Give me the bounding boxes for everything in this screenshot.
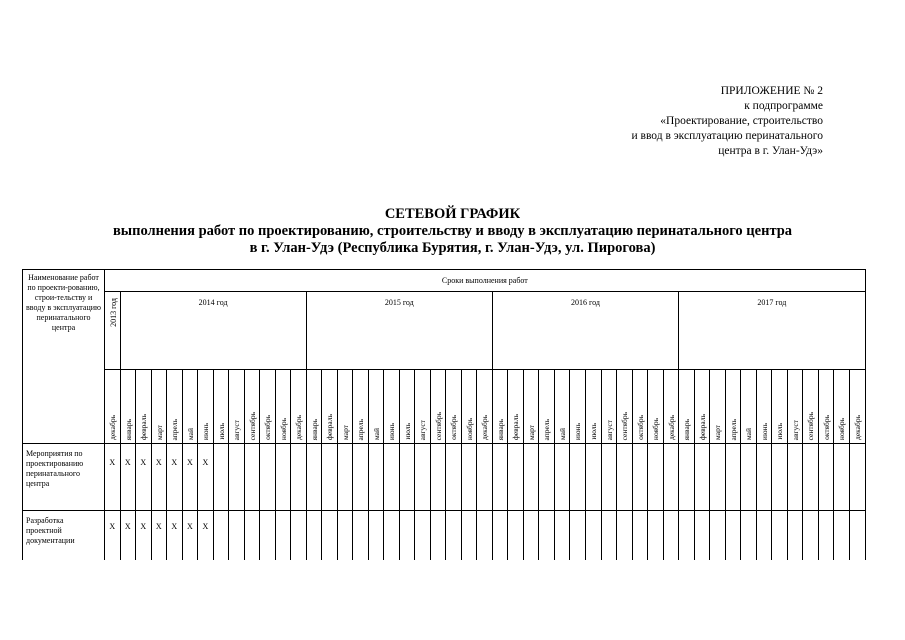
schedule-cell: X [198, 511, 214, 565]
month-header [523, 370, 539, 444]
schedule-cell [446, 511, 462, 565]
schedule-cell [741, 511, 757, 565]
month-label: декабрь [294, 415, 304, 440]
schedule-cell [741, 444, 757, 511]
year-header: 2015 год [306, 292, 492, 370]
schedule-cell [260, 511, 276, 565]
month-header [461, 370, 477, 444]
schedule-cell [306, 511, 322, 565]
schedule-cell [244, 511, 260, 565]
appendix-block [523, 84, 823, 159]
schedule-cell [213, 511, 229, 565]
title-line: в г. Улан-Удэ (Республика Бурятия, г. Улан-Удэ, ул. Пирогова) [249, 240, 656, 256]
month-header [120, 370, 136, 444]
month-label: сентябрь [806, 411, 816, 440]
schedule-cell [710, 444, 726, 511]
schedule-cell [384, 511, 400, 565]
month-header [585, 370, 601, 444]
schedule-cell [787, 511, 803, 565]
month-label: декабрь [480, 415, 490, 440]
schedule-cell [554, 444, 570, 511]
month-label: июнь [201, 422, 211, 440]
schedule-cell [477, 444, 493, 511]
schedule-cell [415, 511, 431, 565]
schedule-cell [756, 511, 772, 565]
month-label: август [232, 419, 242, 440]
schedule-cell [322, 444, 338, 511]
schedule-cell [260, 444, 276, 511]
schedule-cell [585, 511, 601, 565]
month-header [213, 370, 229, 444]
appendix-line: центра в г. Улан-Удэ» [718, 145, 823, 157]
month-label: сентябрь [433, 411, 443, 440]
month-label: февраль [511, 413, 521, 440]
month-label: август [418, 419, 428, 440]
month-header [322, 370, 338, 444]
schedule-cell [229, 511, 245, 565]
schedule-cell: X [167, 511, 183, 565]
month-header [167, 370, 183, 444]
month-header [834, 370, 850, 444]
month-label: февраль [325, 413, 335, 440]
month-header [105, 370, 121, 444]
schedule-cell [368, 511, 384, 565]
schedule-cell [430, 444, 446, 511]
schedule-cell [508, 511, 524, 565]
schedule-cell [694, 511, 710, 565]
schedule-cell: X [105, 511, 121, 565]
schedule-cell [663, 444, 679, 511]
month-header [275, 370, 291, 444]
month-header [741, 370, 757, 444]
schedule-cell [617, 511, 633, 565]
month-header [710, 370, 726, 444]
schedule-cell [803, 444, 819, 511]
task-name: Разработка проектной документации [23, 511, 105, 565]
month-label: июль [402, 423, 412, 440]
month-label: октябрь [263, 415, 273, 440]
schedule-cell [523, 511, 539, 565]
month-header [756, 370, 772, 444]
month-label: июнь [387, 422, 397, 440]
schedule-cell [849, 511, 865, 565]
schedule-cell [539, 511, 555, 565]
schedule-cell [213, 444, 229, 511]
schedule-cell [539, 444, 555, 511]
schedule-cell [849, 444, 865, 511]
schedule-cell [275, 444, 291, 511]
month-label: январь [682, 418, 692, 440]
year-2013-header [105, 292, 121, 370]
schedule-cell [772, 511, 788, 565]
month-label: ноябрь [651, 417, 661, 440]
schedule-cell [710, 511, 726, 565]
name-column-header: Наименование работ по проекти-рованию, строи-тельству и вводу в эксплуатацию перинатального центра [23, 270, 105, 444]
month-label: октябрь [821, 415, 831, 440]
month-label: август [790, 419, 800, 440]
month-header [368, 370, 384, 444]
month-label: апрель [728, 418, 738, 440]
schedule-cell [648, 511, 664, 565]
month-header [415, 370, 431, 444]
schedule-cell [648, 444, 664, 511]
month-label: январь [495, 418, 505, 440]
schedule-cell: X [120, 444, 136, 511]
month-label: апрель [542, 418, 552, 440]
month-header [787, 370, 803, 444]
schedule-cell [818, 444, 834, 511]
month-label: февраль [139, 413, 149, 440]
month-header [229, 370, 245, 444]
schedule-cell [322, 511, 338, 565]
schedule-cell [368, 444, 384, 511]
year-label: 2013 год [109, 298, 118, 327]
month-label: май [744, 427, 754, 440]
month-label: сентябрь [620, 411, 630, 440]
month-label: декабрь [666, 415, 676, 440]
month-label: май [557, 427, 567, 440]
terms-header: Сроки выполнения работ [105, 270, 866, 292]
month-header [803, 370, 819, 444]
month-label: июнь [573, 422, 583, 440]
schedule-cell [446, 444, 462, 511]
month-label: октябрь [449, 415, 459, 440]
month-label: октябрь [635, 415, 645, 440]
month-header [384, 370, 400, 444]
appendix-line: к подпрограмме [744, 100, 823, 112]
schedule-cell: X [182, 444, 198, 511]
month-header [492, 370, 508, 444]
year-header: 2016 год [492, 292, 678, 370]
table-row [23, 444, 866, 511]
month-label: сентябрь [247, 411, 257, 440]
month-label: март [713, 425, 723, 440]
month-header [648, 370, 664, 444]
schedule-cell [570, 444, 586, 511]
schedule-cell [306, 444, 322, 511]
month-label: июль [775, 423, 785, 440]
schedule-cell [663, 511, 679, 565]
schedule-cell [725, 444, 741, 511]
month-label: ноябрь [464, 417, 474, 440]
schedule-cell [492, 444, 508, 511]
schedule-cell [694, 444, 710, 511]
month-header [399, 370, 415, 444]
schedule-table [22, 269, 866, 598]
month-header [291, 370, 307, 444]
month-header [601, 370, 617, 444]
schedule-cell [617, 444, 633, 511]
month-label: август [604, 419, 614, 440]
table-row [23, 511, 866, 565]
appendix-line: и ввод в эксплуатацию перинатального [631, 130, 823, 142]
month-label: февраль [697, 413, 707, 440]
month-header [849, 370, 865, 444]
schedule-cell [632, 444, 648, 511]
schedule-cell: X [136, 444, 152, 511]
schedule-cell: X [136, 511, 152, 565]
title-line: выполнения работ по проектированию, строительству и вводу в эксплуатацию перинатального центра [112, 223, 793, 239]
schedule-cell [523, 444, 539, 511]
schedule-cell: X [182, 511, 198, 565]
schedule-cell [337, 511, 353, 565]
month-label: январь [123, 418, 133, 440]
schedule-cell: X [167, 444, 183, 511]
month-header [306, 370, 322, 444]
title-heading: СЕТЕВОЙ ГРАФИК [384, 206, 521, 222]
month-header [430, 370, 446, 444]
month-label: март [526, 425, 536, 440]
schedule-cell [275, 511, 291, 565]
month-label: июнь [759, 422, 769, 440]
appendix-line: ПРИЛОЖЕНИЕ № 2 [720, 85, 823, 97]
month-header [151, 370, 167, 444]
month-header [136, 370, 152, 444]
schedule-cell [632, 511, 648, 565]
schedule-cell [570, 511, 586, 565]
month-label: декабрь [852, 415, 862, 440]
schedule-cell [679, 511, 695, 565]
task-name: Мероприятия по проектированию перинатального центра [23, 444, 105, 511]
schedule-cell [415, 444, 431, 511]
schedule-cell [803, 511, 819, 565]
schedule-cell [244, 444, 260, 511]
month-header [539, 370, 555, 444]
schedule-cell [818, 511, 834, 565]
month-label: апрель [356, 418, 366, 440]
month-header [694, 370, 710, 444]
month-header [244, 370, 260, 444]
schedule-cell [508, 444, 524, 511]
month-header [554, 370, 570, 444]
schedule-cell [787, 444, 803, 511]
schedule-cell [399, 444, 415, 511]
month-header [663, 370, 679, 444]
schedule-cell [430, 511, 446, 565]
month-header [477, 370, 493, 444]
month-label: июль [216, 423, 226, 440]
month-header [337, 370, 353, 444]
schedule-cell [461, 511, 477, 565]
schedule-cell [554, 511, 570, 565]
month-header [818, 370, 834, 444]
month-label: январь [309, 418, 319, 440]
schedule-cell [477, 511, 493, 565]
month-header [446, 370, 462, 444]
schedule-cell [725, 511, 741, 565]
month-header [508, 370, 524, 444]
schedule-cell [384, 444, 400, 511]
month-header [182, 370, 198, 444]
month-header [353, 370, 369, 444]
schedule-cell: X [120, 511, 136, 565]
schedule-cell [585, 444, 601, 511]
month-header [198, 370, 214, 444]
month-label: апрель [170, 418, 180, 440]
month-header [772, 370, 788, 444]
schedule-cell [353, 511, 369, 565]
schedule-cell: X [151, 511, 167, 565]
schedule-cell: X [151, 444, 167, 511]
schedule-cell [291, 444, 307, 511]
schedule-cell [601, 444, 617, 511]
month-label: май [371, 427, 381, 440]
schedule-cell [337, 444, 353, 511]
schedule-cell: X [198, 444, 214, 511]
year-header: 2017 год [679, 292, 866, 370]
month-label: июль [588, 423, 598, 440]
schedule-cell [756, 444, 772, 511]
month-header [570, 370, 586, 444]
month-header [260, 370, 276, 444]
schedule-cell: X [105, 444, 121, 511]
schedule-cell [291, 511, 307, 565]
month-label: март [340, 425, 350, 440]
month-header [617, 370, 633, 444]
schedule-cell [772, 444, 788, 511]
schedule-cell [601, 511, 617, 565]
year-header: 2014 год [120, 292, 306, 370]
appendix-line: «Проектирование, строительство [660, 115, 823, 127]
schedule-cell [353, 444, 369, 511]
month-label: ноябрь [837, 417, 847, 440]
month-label: март [154, 425, 164, 440]
schedule-cell [461, 444, 477, 511]
schedule-cell [492, 511, 508, 565]
page-bottom [0, 560, 905, 640]
document-title [0, 205, 905, 257]
schedule-cell [229, 444, 245, 511]
schedule-cell [834, 444, 850, 511]
month-header [725, 370, 741, 444]
month-label: ноябрь [278, 417, 288, 440]
month-header [679, 370, 695, 444]
schedule-cell [399, 511, 415, 565]
month-label: декабрь [108, 415, 117, 440]
month-header [632, 370, 648, 444]
month-label: май [185, 427, 195, 440]
schedule-cell [834, 511, 850, 565]
schedule-cell [679, 444, 695, 511]
